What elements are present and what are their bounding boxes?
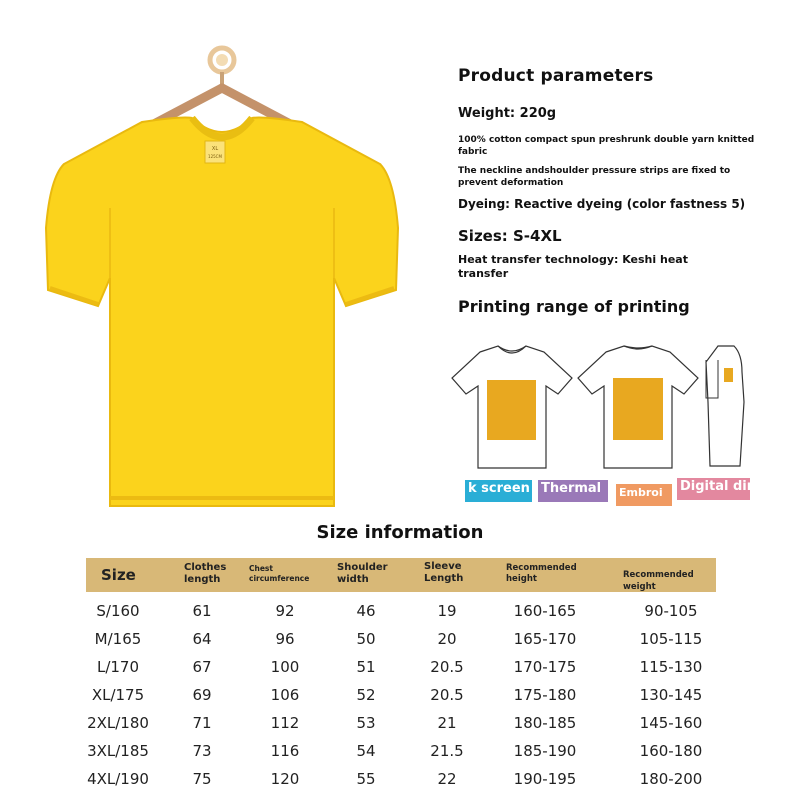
cell-size: XL/175 [91,686,145,704]
cell-sleeve-length: 20 [437,630,457,648]
header-chest [249,564,309,584]
cell-shoulder-width: 54 [356,742,376,760]
cell-recommended-height: 180-185 [513,714,577,732]
cell-sleeve-length: 21.5 [430,742,464,760]
cell-chest: 120 [270,770,300,788]
cell-recommended-weight: 105-115 [639,630,703,648]
cell-recommended-height: 165-170 [513,630,577,648]
neck-label [205,141,225,163]
cell-sleeve-length: 19 [437,602,457,620]
hanger [150,48,294,126]
cell-recommended-height: 185-190 [513,742,577,760]
print-area-sleeve-diagram [702,342,750,470]
heat-transfer-line2: transfer [458,267,509,280]
sizes-text: Sizes: S-4XL [458,227,562,245]
table-row [86,681,716,709]
header-recommended-weight: Recommended weight [623,570,694,592]
cell-recommended-weight: 145-160 [639,714,703,732]
dyeing-text: Dyeing: Reactive dyeing (color fastness 5) [458,197,746,211]
cell-clothes-length: 64 [192,630,212,648]
header-shoulder-l1: Shoulder [337,562,388,573]
print-area-back [613,378,663,440]
header-shoulder-width [337,562,388,586]
cell-sleeve-length: 20.5 [430,658,464,676]
cell-shoulder-width: 46 [356,602,376,620]
table-row [86,597,716,625]
cell-size: 2XL/180 [87,714,149,732]
tag-screen-print: k screen [465,480,532,502]
cell-chest: 92 [275,602,295,620]
cell-size: S/160 [96,602,140,620]
header-sleeve-l2: Length [424,573,464,584]
tshirt-body [46,118,398,507]
heat-transfer-line1: Heat transfer technology: Keshi heat [458,253,688,266]
cell-clothes-length: 73 [192,742,212,760]
header-rec-height-l1: Recommended [506,563,577,573]
cell-sleeve-length: 22 [437,770,457,788]
cell-shoulder-width: 52 [356,686,376,704]
cell-chest: 116 [270,742,300,760]
header-clothes-length [184,562,226,586]
cell-clothes-length: 75 [192,770,212,788]
header-sleeve-length [424,561,463,585]
product-parameters-heading: Product parameters [458,66,654,86]
cell-recommended-weight: 130-145 [639,686,703,704]
cell-shoulder-width: 53 [356,714,376,732]
header-recommended-height [506,563,577,585]
cell-recommended-weight: 180-200 [639,770,703,788]
header-rec-height-l2: height [506,574,537,584]
cell-recommended-weight: 160-180 [639,742,703,760]
cell-chest: 112 [270,714,300,732]
cell-recommended-height: 190-195 [513,770,577,788]
cell-shoulder-width: 51 [356,658,376,676]
header-sleeve-l1: Sleeve [424,561,462,572]
cell-chest: 96 [275,630,295,648]
cell-size: 3XL/185 [87,742,149,760]
cell-size: M/165 [94,630,142,648]
print-area-front [487,380,536,440]
table-row [86,625,716,653]
weight-text: Weight: 220g [458,106,557,121]
fabric-text-line2: fabric [458,147,488,157]
neckline-text-line2: prevent deformation [458,178,564,188]
cell-shoulder-width: 55 [356,770,376,788]
header-clothes-length-l2: length [184,574,221,585]
cell-recommended-height: 160-165 [513,602,577,620]
table-row [86,653,716,681]
tag-embroidery: Embroi [616,484,672,506]
printing-range-heading: Printing range of printing [458,297,690,316]
cell-sleeve-length: 20.5 [430,686,464,704]
tag-thermal-transfer: Thermal [538,480,608,502]
neck-label-height: 125CM [208,154,222,159]
cell-size: 4XL/190 [87,770,149,788]
neck-label-size: XL [211,146,219,152]
table-row [86,709,716,737]
size-table-header [86,558,716,592]
cell-clothes-length: 67 [192,658,212,676]
header-shoulder-l2: width [337,574,369,585]
fabric-text-line1: 100% cotton compact spun preshrunk double yarn knitted [458,135,755,145]
cell-sleeve-length: 21 [437,714,457,732]
cell-recommended-height: 175-180 [513,686,577,704]
cell-recommended-weight: 90-105 [644,602,698,620]
table-row [86,765,716,793]
cell-clothes-length: 69 [192,686,212,704]
neckline-text-line1: The neckline andshoulder pressure strips are fixed to [458,166,731,176]
cell-clothes-length: 71 [192,714,212,732]
size-information-title: Size information [316,522,484,543]
tshirt-product-image [22,38,422,508]
header-chest-l1: Chest [249,564,273,573]
cell-recommended-weight: 115-130 [639,658,703,676]
cell-chest: 100 [270,658,300,676]
tag-digital-direct: Digital dire [677,478,750,500]
cell-size: L/170 [96,658,140,676]
header-chest-l2: circumference [249,574,310,583]
table-row [86,737,716,765]
print-area-front-diagram [450,342,574,472]
cell-clothes-length: 61 [192,602,212,620]
cell-chest: 106 [270,686,300,704]
header-size: Size [101,566,136,584]
cell-shoulder-width: 50 [356,630,376,648]
cell-recommended-height: 170-175 [513,658,577,676]
print-area-back-diagram [576,342,700,472]
header-clothes-length-l1: Clothes [184,562,227,573]
print-area-sleeve [724,368,733,382]
